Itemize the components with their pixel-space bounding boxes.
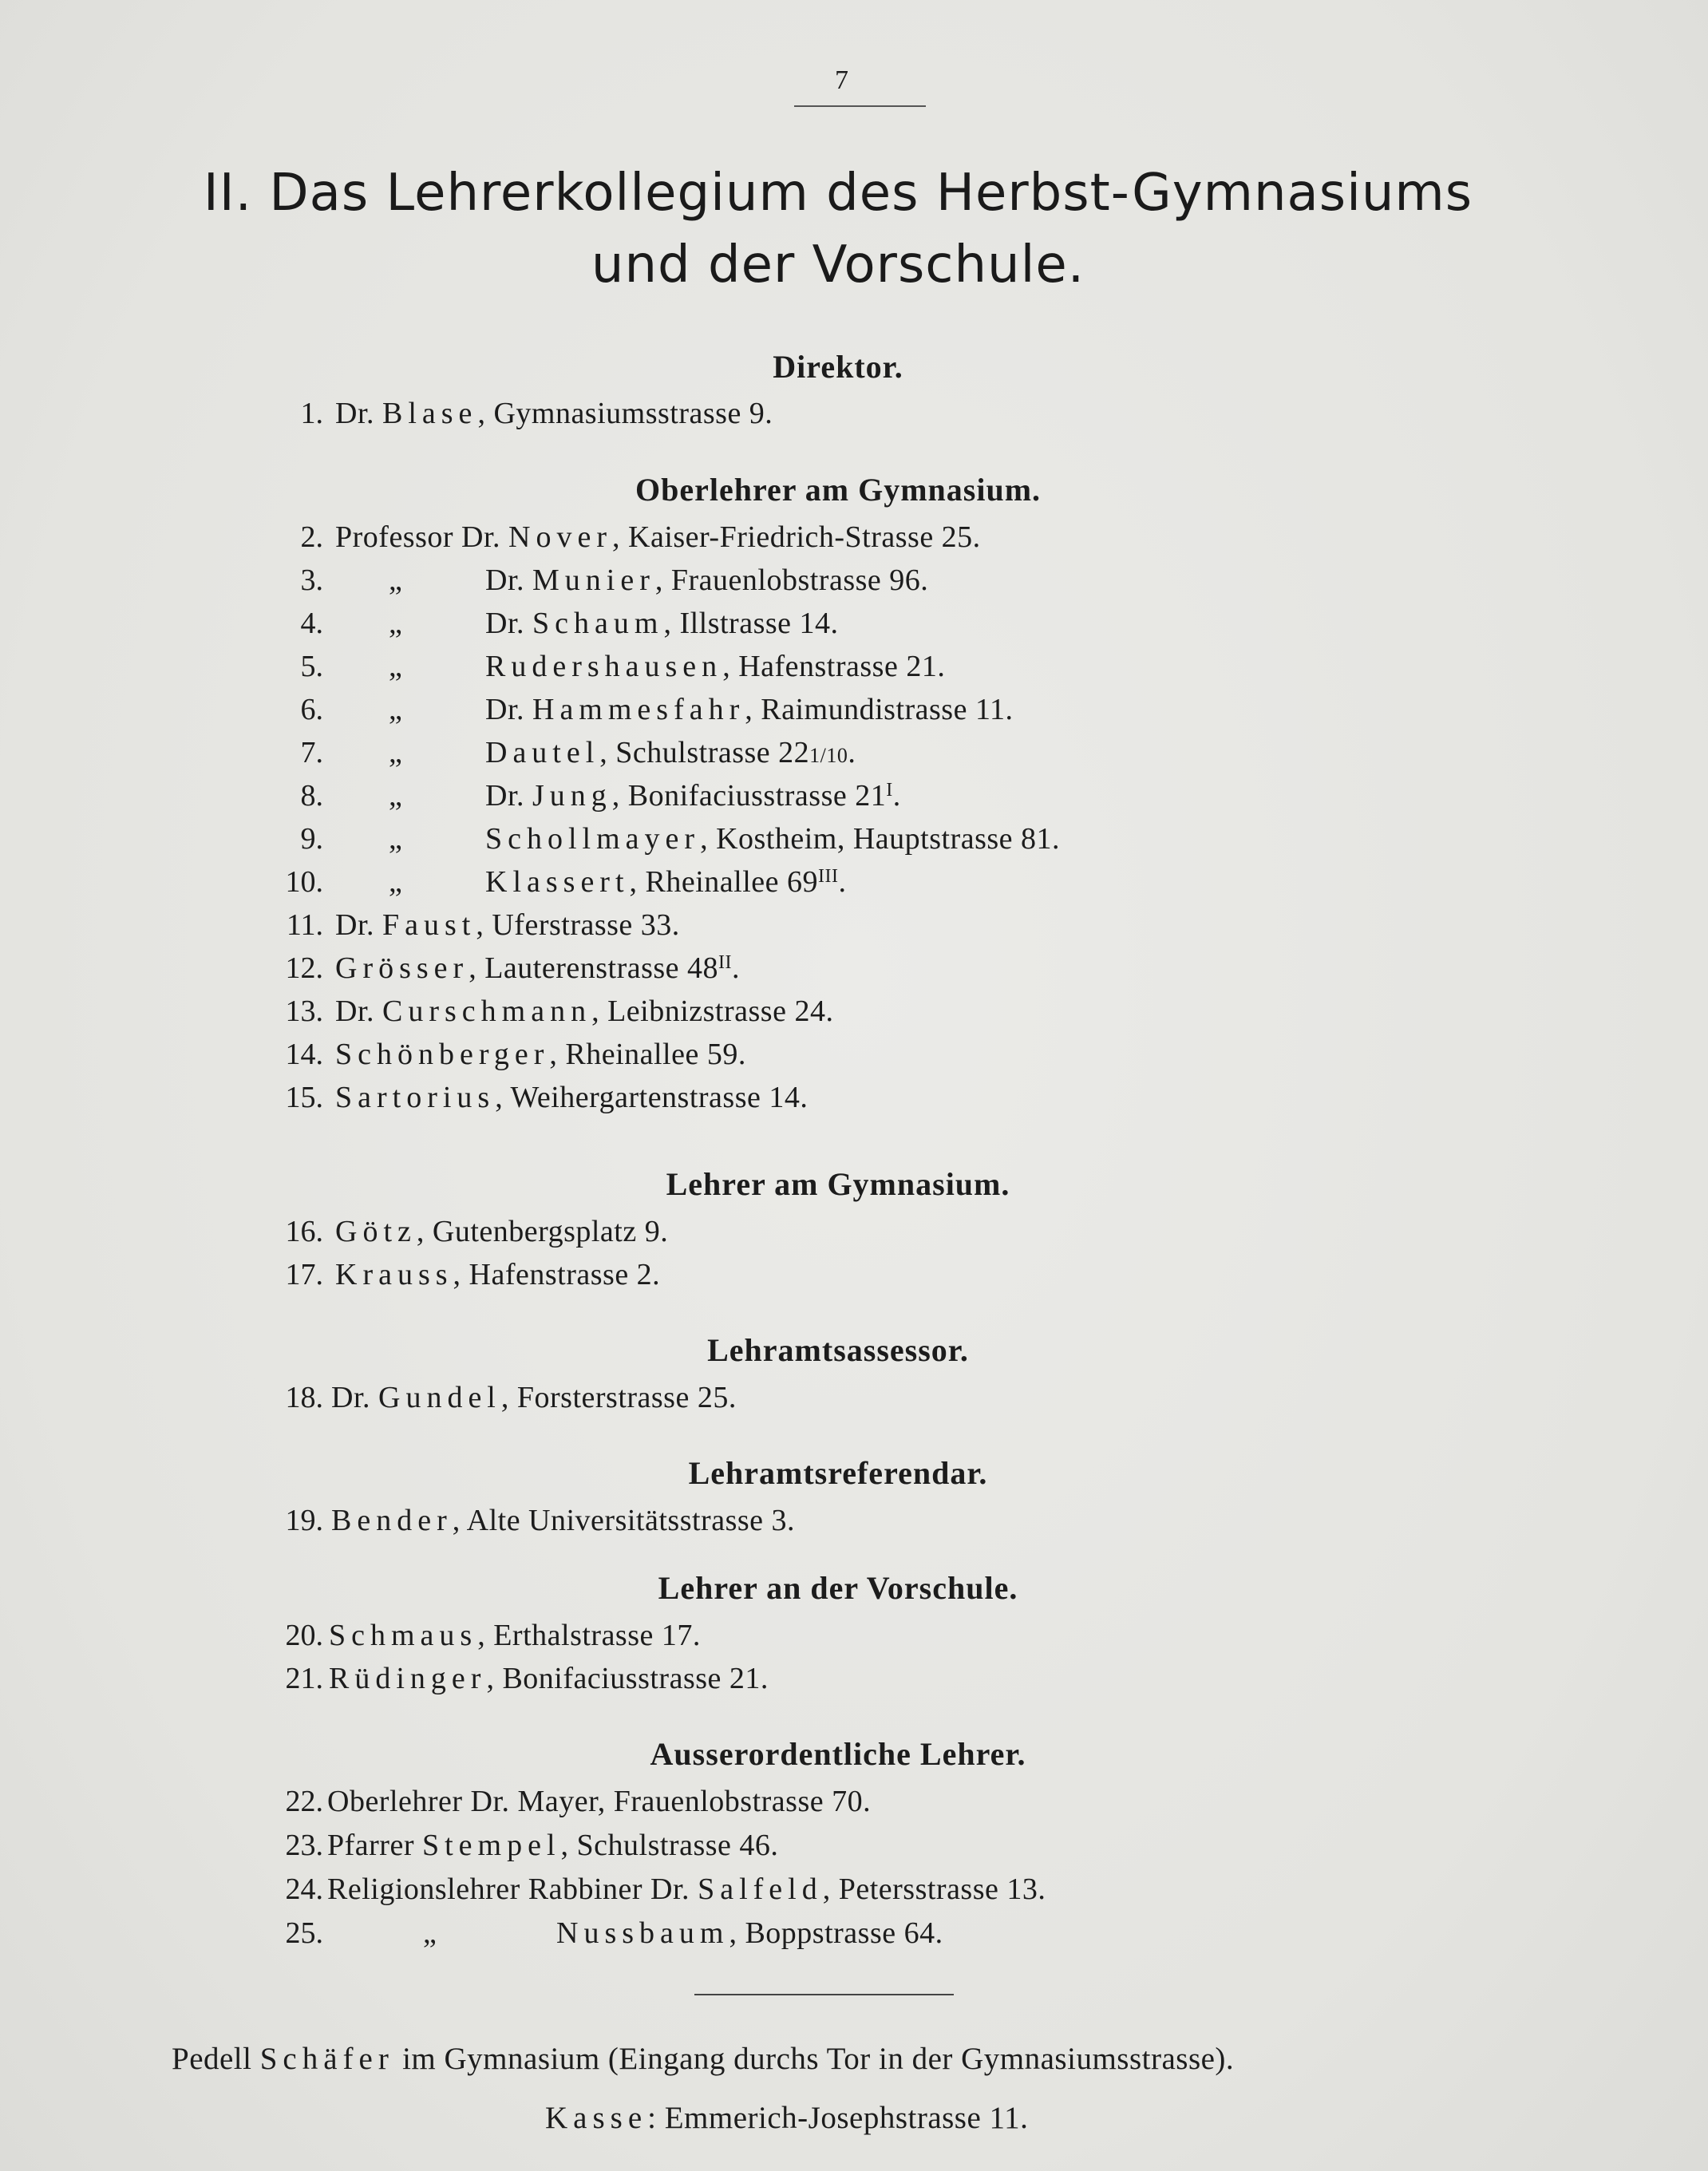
entry-name: Schaum [532,607,664,640]
entry-name: Faust [382,908,476,942]
entry-text: Dautel, Schulstrasse 221/10. [485,736,856,769]
ditto-mark: „ [423,1916,437,1950]
entry-number: 9. [300,822,323,856]
entry-name: Klassert [485,865,630,899]
entry-name: Schollmayer [485,822,701,856]
entry-text: Sartorius, Weihergartenstrasse 14. [335,1081,809,1114]
ditto-mark: „ [389,564,403,597]
section-heading-oberlehrer: Oberlehrer am Gymnasium. [635,472,1042,508]
ditto-mark: „ [389,736,403,769]
list-item [0,1661,1708,1702]
entry-name: Hammesfahr [532,693,745,726]
entry-name: Stempel [421,1829,561,1862]
divider [694,1994,954,1995]
entry-number: 2. [300,520,323,554]
entry-number: 5. [300,650,323,683]
entry-text: Klassert, Rheinallee $69^{III}$. [485,865,847,899]
ditto-mark: „ [389,693,403,726]
entry-name: Blase [382,397,478,430]
entry-text: Professor Dr. Nover, Kaiser-Friedrich-Strasse 25. [335,520,981,554]
entry-number: 11. [286,908,323,942]
entry-text: Rudershausen, Hafenstrasse 21. [485,650,946,683]
entry-text: Dr. Munier, Frauenlobstrasse 96. [485,564,929,597]
entry-name: Gundel [378,1381,501,1414]
ditto-mark: „ [389,865,403,899]
entry-text: Krauss, Hafenstrasse 2. [335,1258,661,1291]
ditto-mark: „ [389,822,403,856]
list-item [0,1080,1708,1121]
entry-text: Rüdinger, Bonifaciusstrasse 21. [329,1662,769,1695]
entry-number: 18. [285,1381,323,1414]
page-number: 7 [835,65,849,95]
entry-number: 23. [285,1829,323,1862]
list-item [0,1503,1708,1544]
entry-text: Schollmayer, Kostheim, Hauptstrasse 81. [485,822,1061,856]
floor-superscript: I [886,780,893,801]
list-item [0,1618,1708,1659]
entry-name: Jung [532,779,612,813]
entry-text: Dr. Curschmann, Leibnizstrasse 24. [335,995,834,1028]
list-item [0,1380,1708,1422]
entry-name: Nussbaum [556,1916,729,1950]
ditto-mark: „ [389,650,403,683]
floor-superscript: III [818,866,839,887]
entry-name: Salfeld [698,1872,823,1906]
fraction: 1/10 [809,744,848,767]
entry-text: Pfarrer Stempel, Schulstrasse 46. [327,1829,779,1862]
list-item [0,778,1708,820]
entry-number: 22. [285,1785,323,1818]
entry-number: 10. [285,865,323,899]
entry-text: Nussbaum, Boppstrasse 64. [556,1916,943,1950]
entry-text: Grösser, Lauterenstrasse $48^{II}$. [335,951,741,985]
section-heading-assessor: Lehramtsassessor. [707,1332,969,1368]
section-heading-ausserordentlich: Ausserordentliche Lehrer. [650,1736,1026,1772]
section-heading-vorschule: Lehrer an der Vorschule. [658,1570,1018,1606]
entry-number: 6. [300,693,323,726]
entry-text: Dr. Schaum, Illstrasse 14. [485,607,839,640]
list-item [0,908,1708,949]
entry-number: 20. [285,1619,323,1652]
entry-number: 25. [285,1916,323,1950]
list-item [0,864,1708,906]
entry-text: Religionslehrer Rabbiner Dr. Salfeld, Petersstrasse 13. [327,1872,1046,1906]
entry-number: 3. [300,564,323,597]
section-heading-direktor: Direktor. [773,349,903,385]
entry-name: Munier [532,564,655,597]
page-title-continued: und der Vorschule. [591,235,1085,295]
entry-number: 16. [285,1215,323,1248]
list-item [0,994,1708,1035]
entry-number: 21. [285,1662,323,1695]
entry-text: Dr. Gundel, Forsterstrasse 25. [331,1381,737,1414]
list-item [0,1828,1708,1869]
kasse-label: Kasse [545,2101,648,2135]
entry-name: Götz [335,1215,417,1248]
entry-text: Schönberger, Rheinallee 59. [335,1038,746,1071]
list-item [0,1037,1708,1078]
entry-number: 12. [285,951,323,985]
list-item [0,606,1708,647]
entry-number: 19. [285,1504,323,1537]
entry-number: 17. [285,1258,323,1291]
entry-name: Krauss [335,1258,453,1291]
entry-text: Bender, Alte Universitätsstrasse 3. [331,1504,796,1537]
entry-text: Dr. Blase, Gymnasiumsstrasse 9. [335,397,773,430]
list-item [0,951,1708,992]
entry-name: Curschmann [382,995,592,1028]
page-number-rule [794,105,926,107]
entry-number: 7. [300,736,323,769]
entry-text: Dr. Jung, Bonifaciusstrasse $21^I$. [485,779,901,813]
entry-name: Schmaus [329,1619,478,1652]
entry-text: Schmaus, Erthalstrasse 17. [329,1619,701,1652]
footer-pedell: Pedell Schäfer im Gymnasium (Eingang durchs Tor in der Gymnasiumsstrasse). [172,2042,1235,2076]
list-item [0,1257,1708,1299]
entry-name: Nover [508,520,613,554]
list-item [0,563,1708,604]
entry-text: Oberlehrer Dr. Mayer, Frauenlobstrasse 70. [327,1785,872,1818]
list-item [0,1872,1708,1913]
ditto-mark: „ [389,779,403,813]
entry-number: 4. [300,607,323,640]
entry-name: Schönberger [335,1038,550,1071]
list-item [0,396,1708,437]
list-item [0,1916,1708,1957]
page-title: II. Das Lehrerkollegium des Herbst-Gymnasiums [203,164,1473,223]
entry-number: 1. [300,397,323,430]
entry-text: Götz, Gutenbergsplatz 9. [335,1215,669,1248]
entry-name: Sartorius [335,1081,496,1114]
footer-kasse: Kasse: Emmerich-Josephstrasse 11. [545,2101,1029,2135]
list-item [0,1784,1708,1825]
entry-number: 8. [300,779,323,813]
entry-text: Dr. Faust, Uferstrasse 33. [335,908,680,942]
list-item [0,649,1708,690]
entry-text: Dr. Hammesfahr, Raimundistrasse 11. [485,693,1014,726]
section-heading-lehrer: Lehrer am Gymnasium. [666,1166,1010,1202]
entry-name: Rudershausen [485,650,723,683]
entry-number: 13. [285,995,323,1028]
entry-number: 24. [285,1872,323,1906]
list-item [0,692,1708,734]
list-item [0,735,1708,777]
list-item [0,821,1708,863]
entry-name: Dautel [485,736,600,769]
section-heading-referendar: Lehramtsreferendar. [688,1455,988,1491]
pedell-name: Schäfer [259,2042,394,2076]
entry-name: Grösser [335,951,469,985]
list-item [0,520,1708,561]
ditto-mark: „ [389,607,403,640]
entry-name: Bender [331,1504,453,1537]
floor-superscript: II [718,952,733,973]
list-item [0,1214,1708,1256]
entry-number: 15. [285,1081,323,1114]
entry-number: 14. [285,1038,323,1071]
entry-name: Rüdinger [329,1662,487,1695]
